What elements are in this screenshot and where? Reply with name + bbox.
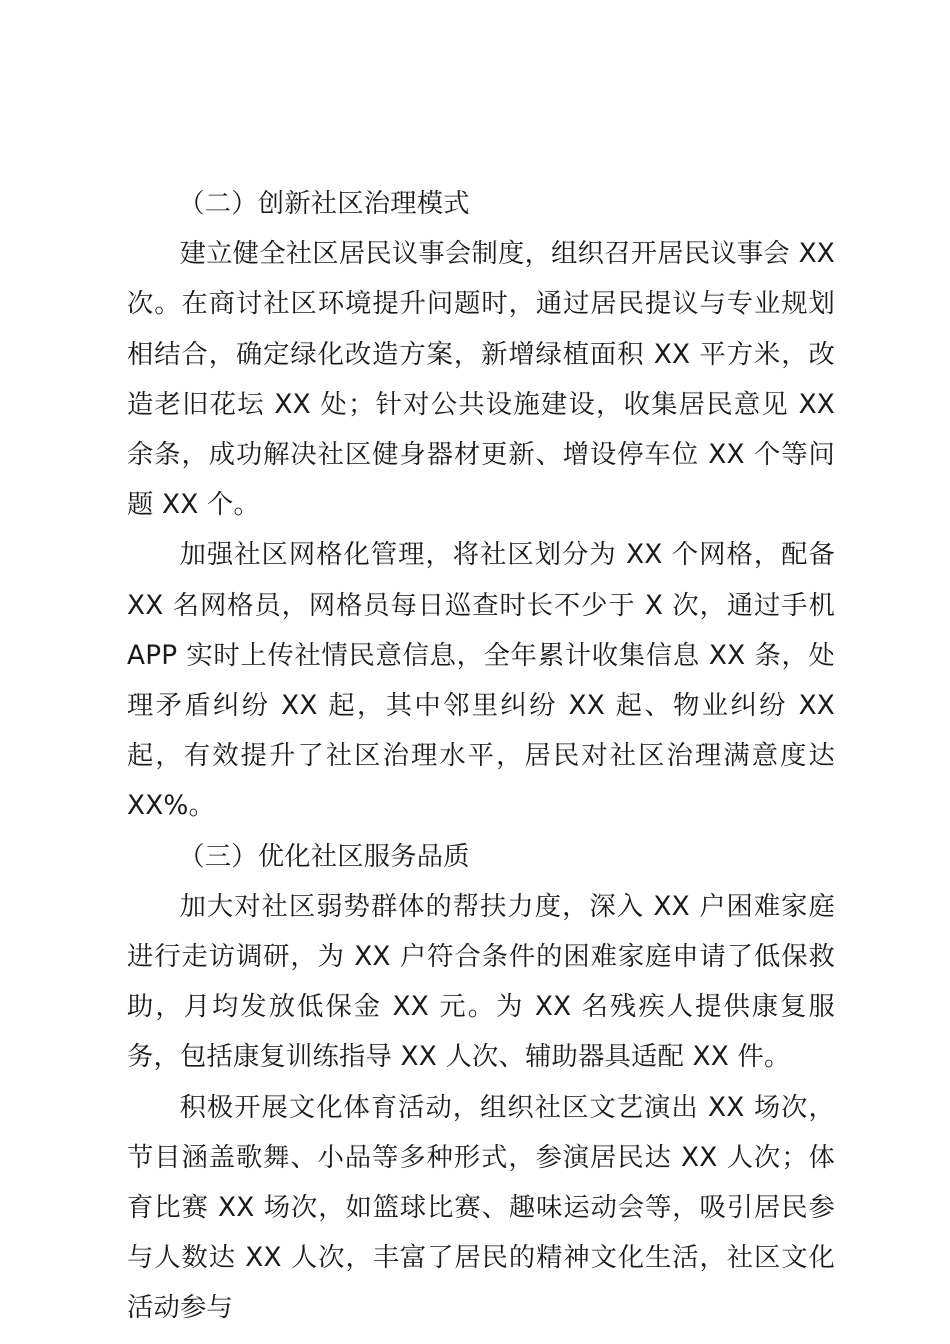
section-heading-3: （三）优化社区服务品质: [178, 841, 470, 872]
paragraph-assistance: 加大对社区弱势群体的帮扶力度，深入 XX 户困难家庭进行走访调研，为 XX 户符合条件的困难家庭申请了低保救助，月均发放低保金 XX 元。为 XX 名残疾人提供康复服务，包括康复训练指导 XX 人次、辅助器具适配 XX 件。: [127, 891, 835, 1073]
paragraph-council: 建立健全社区居民议事会制度，组织召开居民议事会 XX 次。在商讨社区环境提升问题时，通过居民提议与专业规划相结合，确定绿化改造方案，新增绿植面积 XX 平方米，改造老旧花坛 XX 处；针对公共设施建设，收集居民意见 XX 余条，成功解决社区健身器材更新、增设停车位 XX 个等问题 XX 个。: [127, 239, 835, 521]
paragraph-culture-sports: 积极开展文化体育活动，组织社区文艺演出 XX 场次，节目涵盖歌舞、小品等多种形式，参演居民达 XX 人次；体育比赛 XX 场次，如篮球比赛、趣味运动会等，吸引居民参与人数达 XX 人次，丰富了居民的精神文化生活，社区文化活动参与: [127, 1092, 835, 1324]
section-heading-2: （二）创新社区治理模式: [178, 189, 470, 219]
paragraph-grid-management: 加强社区网格化管理，将社区划分为 XX 个网格，配备 XX 名网格员，网格员每日巡查时长不少于 X 次，通过手机 APP 实时上传社情民意信息，全年累计收集信息 XX 条，处理矛盾纠纷 XX 起，其中邻里纠纷 XX 起、物业纠纷 XX 起，有效提升了社区治理水平，居民对社区治理满意度达 XX%。: [127, 540, 835, 822]
document-body: [127, 179, 835, 1334]
